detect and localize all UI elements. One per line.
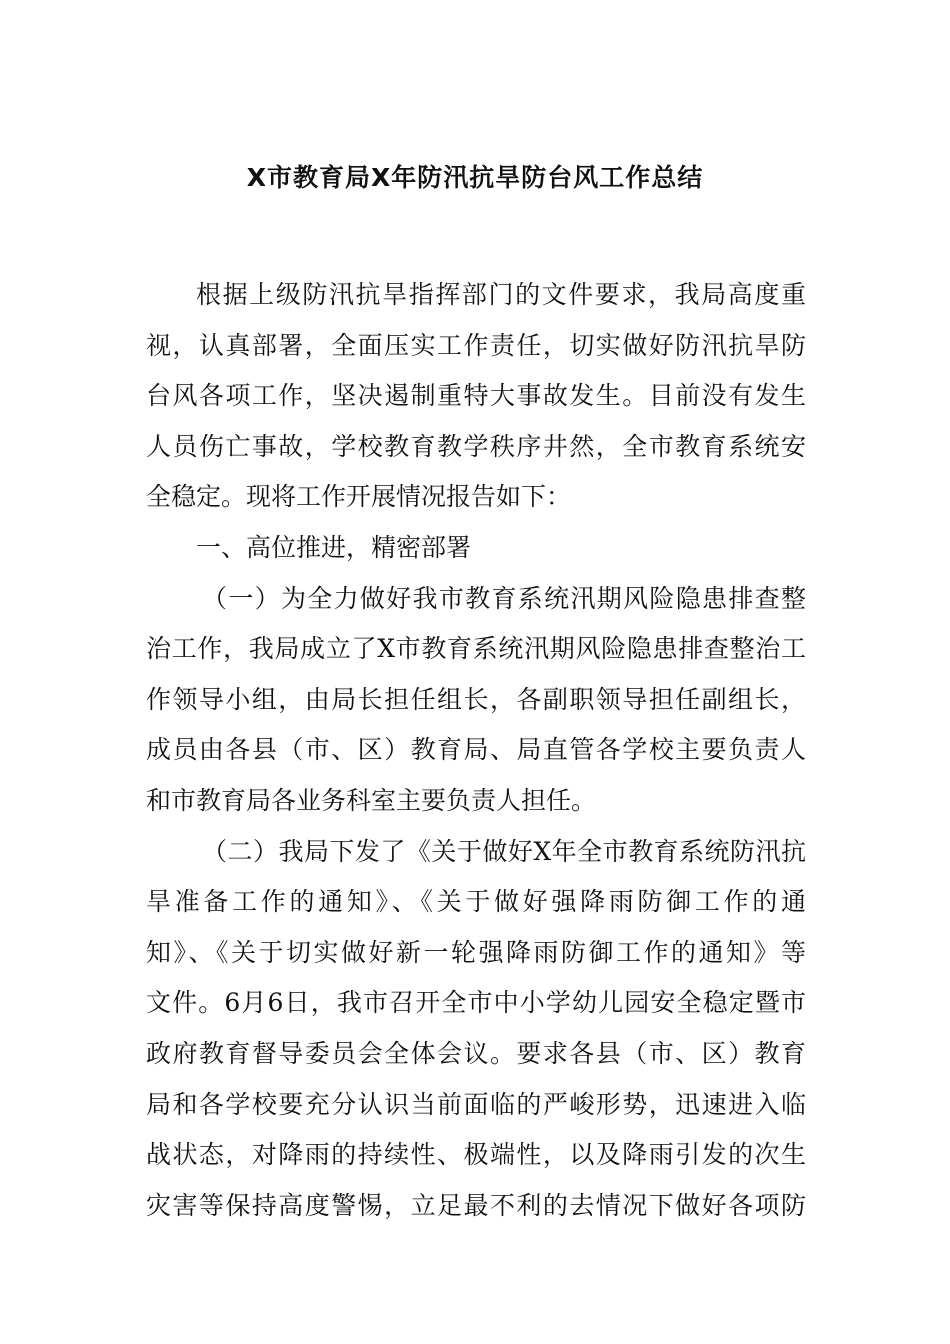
paragraph-line: 知》、《关于切实做好新一轮强降雨防御工作的通知》等: [146, 937, 806, 967]
paragraph-line: 和市教育局各业务科室主要负责人担任。: [146, 785, 597, 815]
paragraph-line: 旱准备工作的通知》、《关于做好强降雨防御工作的通: [146, 887, 806, 917]
paragraph-line: 战状态，对降雨的持续性、极端性，以及降雨引发的次生: [146, 1140, 806, 1170]
paragraph-line: 文件。6月6日，我市召开全市中小学幼儿园安全稳定暨市: [146, 988, 806, 1018]
paragraph-line: 视，认真部署，全面压实工作责任，切实做好防汛抗旱防: [146, 330, 806, 360]
paragraph-line: 根据上级防汛抗旱指挥部门的文件要求，我局高度重: [196, 280, 806, 309]
paragraph-line: 作领导小组，由局长担任组长，各副职领导担任副组长，: [146, 684, 806, 714]
document-title: X市教育局X年防汛抗旱防台风工作总结: [246, 163, 704, 192]
paragraph-line: 全稳定。现将工作开展情况报告如下：: [146, 482, 572, 512]
section-heading: 一、高位推进，精密部署: [196, 532, 472, 562]
paragraph-line: 台风各项工作，坚决遏制重特大事故发生。目前没有发生: [146, 381, 806, 411]
document-body: [146, 270, 806, 1231]
paragraph-line: 成员由各县（市、区）教育局、局直管各学校主要负责人: [146, 735, 806, 765]
paragraph-line: 灾害等保持高度警惕，立足最不利的去情况下做好各项防: [146, 1190, 806, 1220]
paragraph-line: 人员伤亡事故，学校教育教学秩序井然，全市教育系统安: [146, 431, 806, 461]
paragraph-line: （二）我局下发了《关于做好X年全市教育系统防汛抗: [202, 836, 806, 866]
paragraph-line: 治工作，我局成立了X市教育系统汛期风险隐患排查整治工: [146, 634, 806, 664]
paragraph-line: （一）为全力做好我市教育系统汛期风险隐患排查整: [202, 583, 806, 613]
paragraph-line: 局和各学校要充分认识当前面临的严峻形势，迅速进入临: [146, 1089, 806, 1119]
paragraph-line: 政府教育督导委员会全体会议。要求各县（市、区）教育: [146, 1038, 806, 1068]
